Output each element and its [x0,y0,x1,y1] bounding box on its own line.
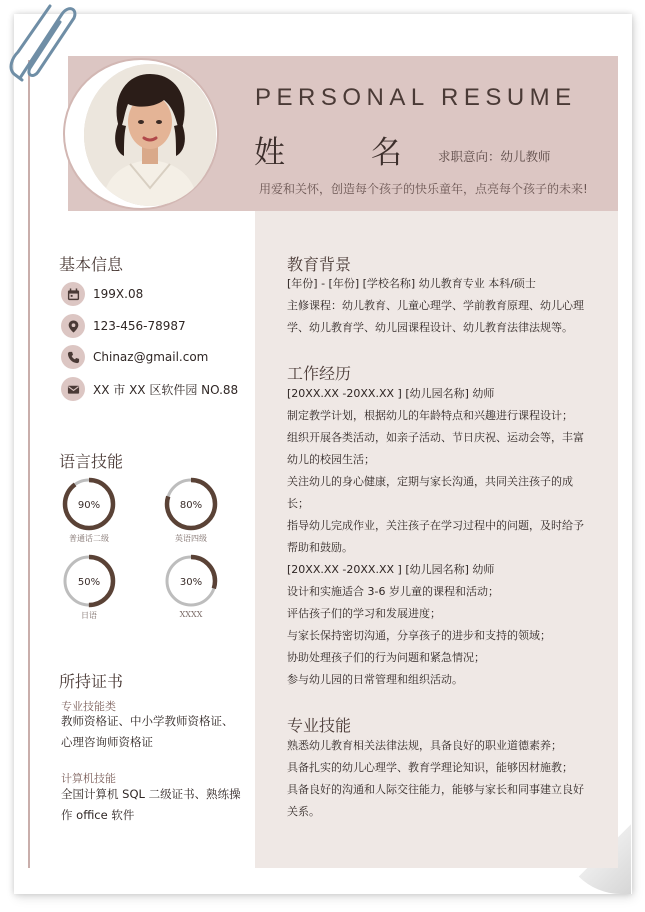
job-line: 制定教学计划，根据幼儿的年龄特点和兴趣进行课程设计； [287,409,573,422]
language-title: 语言技能 [59,452,124,471]
svg-text:50%: 50% [77,577,101,588]
progress-ring [61,553,117,609]
skill-label: XXXX [179,610,203,619]
education-line: 主修课程：幼儿教育、儿童心理学、学前教育原理、幼儿心理学、幼儿教育学、幼儿园课程设计、幼儿教育法律法规等。 [287,299,584,334]
location-icon [61,314,85,338]
education-block [287,273,592,295]
candidate-name: 姓 名 [254,135,440,171]
info-text: 199X.08 [93,287,144,301]
skill-ring-0 [59,476,119,544]
job-header: [20XX.XX -20XX.XX ] [幼儿园名称] 幼师 [287,563,495,576]
progress-ring [61,476,117,532]
job-header: [20XX.XX -20XX.XX ] [幼儿园名称] 幼师 [287,387,495,400]
calendar-icon [61,282,85,306]
certificates-title: 所持证书 [59,672,124,691]
cert-subtitle: 专业技能类 [61,700,116,713]
svg-text:90%: 90% [77,500,101,511]
job-objective: 求职意向：幼儿教师 [438,149,551,164]
education-line: [年份] - [年份] [学校名称] 幼儿教育专业 本科/硕士 [287,277,536,290]
basic-info-title: 基本信息 [59,255,124,274]
mail-icon [61,377,85,401]
skills-title: 专业技能 [287,716,352,735]
info-row-phone [61,314,186,338]
info-row-birth [61,282,143,306]
info-row-email [61,345,208,369]
cert-text: 全国计算机 SQL 二级证书、熟练操作 office 软件 [61,787,241,822]
job-line: 设计和实施适合 3-6 岁儿童的课程和活动； [287,585,499,598]
info-text: XX 市 XX 区软件园 NO.88 [93,382,239,397]
info-text: Chinaz@gmail.com [93,350,209,364]
skill-line: 熟悉幼儿教育相关法律法规，具备良好的职业道德素养； [287,739,562,752]
work-title: 工作经历 [287,364,352,383]
skill-line: 具备扎实的幼儿心理学、教育学理论知识，能够因材施教； [287,761,573,774]
skill-label: 日语 [81,611,97,620]
education-courses [287,295,592,339]
skill-label: 英语四级 [175,534,207,543]
left-divider-line [28,60,30,868]
education-title: 教育背景 [287,255,352,274]
resume-title: PERSONAL RESUME [255,84,577,111]
skill-ring-1 [161,476,221,544]
skill-ring-3 [161,553,221,619]
skill-label: 普通话二级 [69,534,109,543]
skills-block [287,735,592,823]
job-line: 关注幼儿的身心健康，定期与家长沟通，共同关注孩子的成长； [287,475,573,510]
svg-text:80%: 80% [179,500,203,511]
progress-ring [163,553,219,609]
progress-ring [163,476,219,532]
job-line: 评估孩子们的学习和发展进度； [287,607,441,620]
cert-subtitle: 计算机技能 [61,772,116,785]
cert-text: 教师资格证、中小学教师资格证、心理咨询师资格证 [61,714,234,749]
info-text: 123-456-78987 [93,319,186,333]
motto-text: 用爱和关怀，创造每个孩子的快乐童年，点亮每个孩子的未来! [259,182,588,196]
phone-icon [61,345,85,369]
work-job-1 [287,559,592,691]
info-row-address [61,377,238,401]
work-job-0 [287,383,592,559]
skill-ring-2 [59,553,119,621]
svg-text:30%: 30% [179,577,203,588]
job-line: 与家长保持密切沟通，分享孩子的进步和支持的领域； [287,629,551,642]
job-line: 指导幼儿完成作业，关注孩子在学习过程中的问题，及时给予帮助和鼓励。 [287,519,584,554]
profile-photo [84,64,216,206]
job-line: 参与幼儿园的日常管理和组织活动。 [287,673,463,686]
job-line: 协助处理孩子们的行为问题和紧急情况； [287,651,485,664]
job-line: 组织开展各类活动，如亲子活动、节日庆祝、运动会等，丰富幼儿的校园生活； [287,431,584,466]
skill-line: 具备良好的沟通和人际交往能力，能够与家长和同事建立良好关系。 [287,783,584,818]
